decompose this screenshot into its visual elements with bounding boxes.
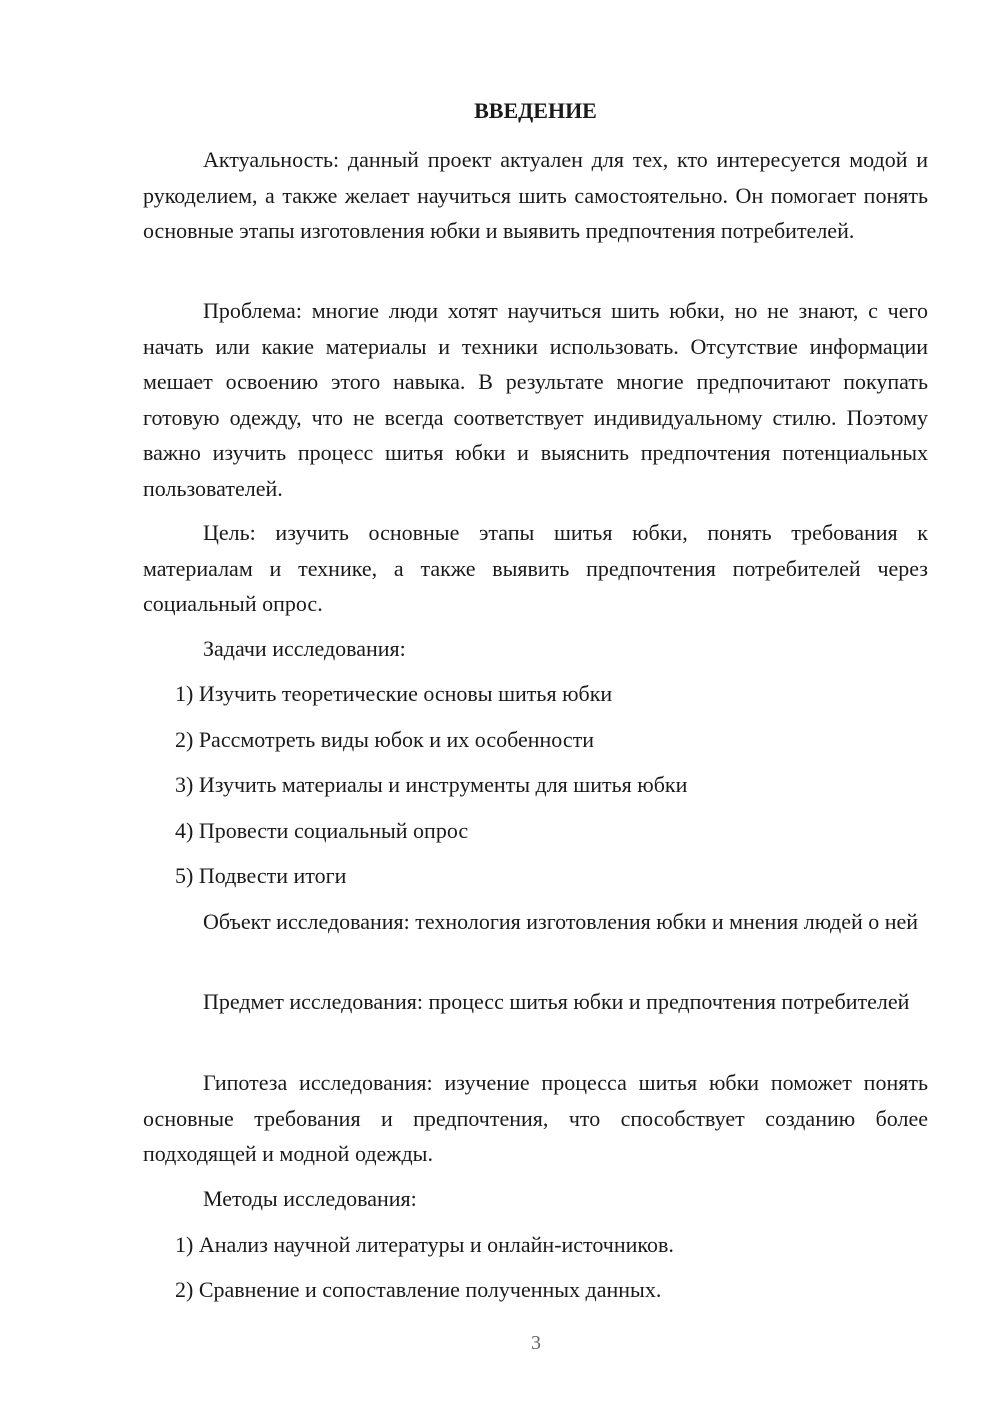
task-item: 3) Изучить материалы и инструменты для шитья юбки <box>175 772 688 797</box>
goal-paragraph: Цель: изучить основные этапы шитья юбки, понять требования к материалам и технике, а также выявить предпочтения потребителей через социальный опрос. <box>143 520 928 616</box>
methods-heading: Методы исследования: <box>203 1186 417 1211</box>
object-paragraph: Объект исследования: технология изготовления юбки и мнения людей о ней <box>203 909 919 934</box>
hypothesis-paragraph: Гипотеза исследования: изучение процесса шитья юбки поможет понять основные требования и предпочтения, что способствует созданию более подходящей и модной одежды. <box>143 1070 928 1166</box>
task-item: 5) Подвести итоги <box>175 863 347 888</box>
task-item: 1) Изучить теоретические основы шитья юбки <box>175 681 613 706</box>
problem-paragraph: Проблема: многие люди хотят научиться шить юбки, но не знают, с чего начать или какие материалы и техники использовать. Отсутствие информации мешает освоению этого навыка. В результате многие предпочитают покупать готовую одежду, что не всегда соответствует индивидуальному стилю. Поэтому важно изучить процесс шитья юбки и выяснить предпочтения потенциальных пользователей. <box>143 298 928 501</box>
page-number: 3 <box>531 1332 541 1354</box>
section-title: ВВЕДЕНИЕ <box>474 98 597 123</box>
method-item: 1) Анализ научной литературы и онлайн-источников. <box>175 1232 674 1257</box>
task-item: 2) Рассмотреть виды юбок и их особенности <box>175 727 595 752</box>
tasks-heading: Задачи исследования: <box>203 636 406 661</box>
subject-paragraph: Предмет исследования: процесс шитья юбки и предпочтения потребителей <box>203 989 910 1014</box>
relevance-paragraph: Актуальность: данный проект актуален для тех, кто интересуется модой и рукоделием, а также желает научиться шить самостоятельно. Он помогает понять основные этапы изготовления юбки и выявить предпочтения потребителей. <box>143 147 928 243</box>
task-item: 4) Провести социальный опрос <box>175 818 469 843</box>
method-item: 2) Сравнение и сопоставление полученных данных. <box>175 1277 662 1302</box>
